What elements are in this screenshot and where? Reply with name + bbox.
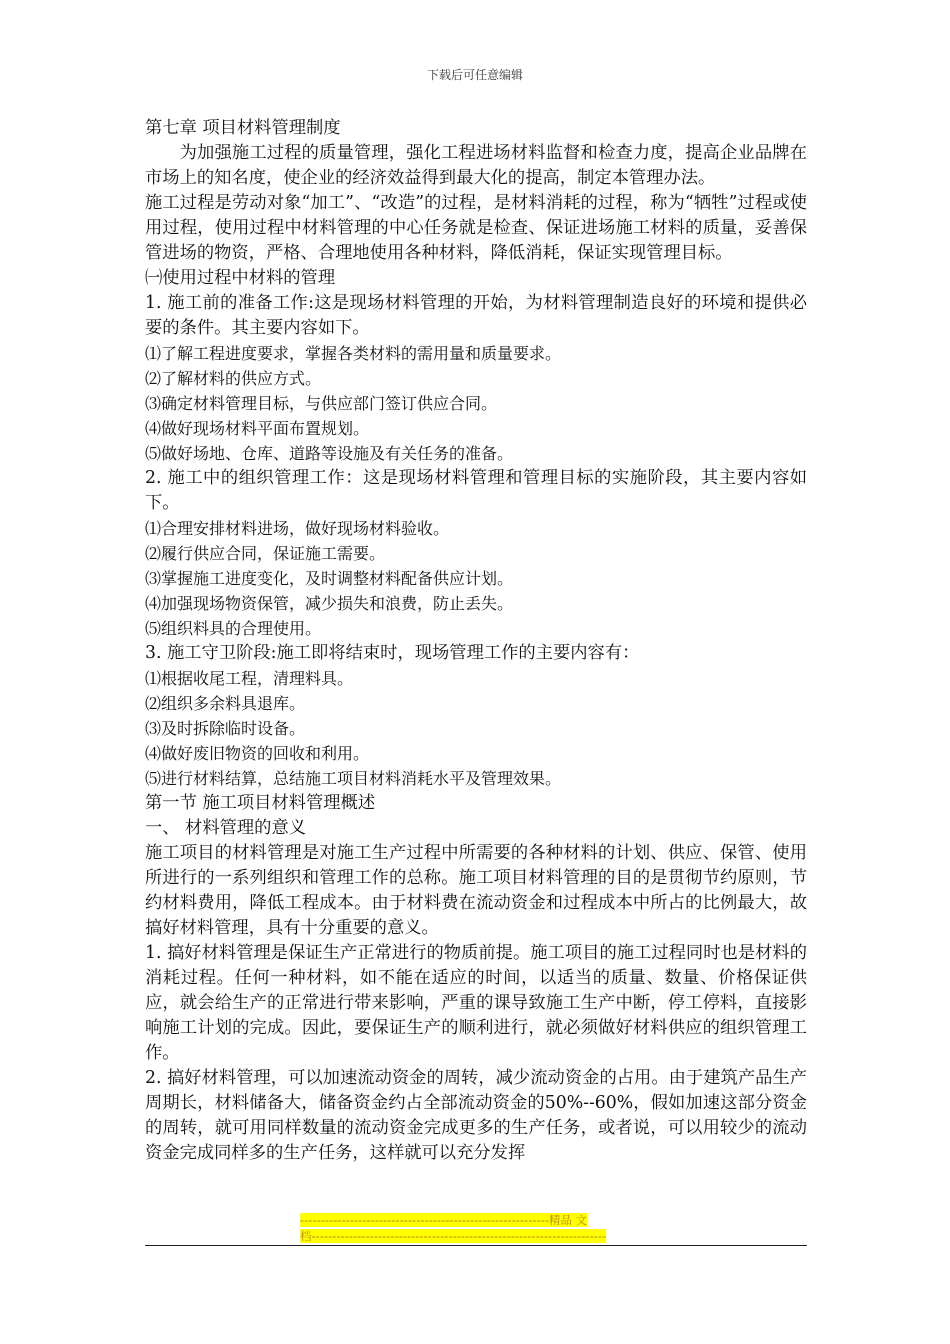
list-item: ⑴了解工程进度要求，掌握各类材料的需用量和质量要求。	[145, 344, 562, 363]
list-item: ⑴根据收尾工程，清理料具。	[145, 669, 354, 688]
paragraph: 施工项目的材料管理是对施工生产过程中所需要的各种材料的计划、供应、保管、使用所进行的一系列组织和管理工作的总称。施工项目材料管理的目的是贯彻节约原则，节约材料费用，降低工程成本。由于材料费在流动资金和过程成本中所占的比例最大，故搞好材料管理，具有十分重要的意义。	[145, 843, 807, 938]
footer-line-2: 档-----------------------------------------------------------------------	[300, 1229, 607, 1243]
list-item: ⑵履行供应合同，保证施工需要。	[145, 544, 386, 563]
list-item: ⑵了解材料的供应方式。	[145, 369, 322, 388]
list-item: ⑸组织料具的合理使用。	[145, 619, 322, 638]
footer-line-1: ------------------------------------------------------------精品 文	[300, 1213, 588, 1227]
section-heading: ㈠使用过程中材料的管理	[145, 268, 336, 288]
paragraph: 2. 搞好材料管理，可以加速流动资金的周转，减少流动资金的占用。由于建筑产品生产周期长，材料储备大，储备资金约占全部流动资金的50%--60%，假如加速这部分资金的周转，就可用同样数量的流动资金完成更多的生产任务，或者说，可以用较少的流动资金完成同样多的生产任务，这样就可以充分发挥	[145, 1068, 807, 1163]
section-title: 第一节 施工项目材料管理概述	[145, 793, 376, 813]
subsection-title: 一、 材料管理的意义	[145, 818, 307, 838]
document-body	[145, 116, 807, 1166]
page-header: 下载后可任意编辑	[426, 68, 523, 82]
list-item: ⑸做好场地、仓库、道路等设施及有关任务的准备。	[145, 444, 514, 463]
list-item: ⑵组织多余料具退库。	[145, 694, 306, 713]
footer-watermark	[300, 1212, 606, 1244]
list-item: ⑴合理安排材料进场，做好现场材料验收。	[145, 519, 450, 538]
list-item: ⑷加强现场物资保管，减少损失和浪费，防止丢失。	[145, 594, 514, 613]
list-item: ⑸进行材料结算，总结施工项目材料消耗水平及管理效果。	[145, 769, 562, 788]
list-item: ⑶掌握施工进度变化，及时调整材料配备供应计划。	[145, 569, 514, 588]
chapter-title: 第七章 项目材料管理制度	[145, 118, 341, 138]
list-item: ⑶确定材料管理目标，与供应部门签订供应合同。	[145, 394, 498, 413]
paragraph: 1. 搞好材料管理是保证生产正常进行的物质前提。施工项目的施工过程同时也是材料的消耗过程。任何一种材料，如不能在适应的时间，以适当的质量、数量、价格保证供应，就会给生产的正常进行带来影响，严重的课导致施工生产中断，停工停料，直接影响施工计划的完成。因此，要保证生产的顺利进行，就必须做好材料供应的组织管理工作。	[145, 943, 807, 1063]
list-item: ⑷做好废旧物资的回收和利用。	[145, 744, 370, 763]
paragraph: 3. 施工守卫阶段:施工即将结束时，现场管理工作的主要内容有：	[145, 643, 640, 663]
list-item: ⑷做好现场材料平面布置规划。	[145, 419, 370, 438]
paragraph: 1. 施工前的准备工作:这是现场材料管理的开始，为材料管理制造良好的环境和提供必要的条件。其主要内容如下。	[145, 293, 807, 338]
footer-divider	[145, 1245, 807, 1246]
list-item: ⑶及时拆除临时设备。	[145, 719, 306, 738]
paragraph: 为加强施工过程的质量管理，强化工程进场材料监督和检查力度，提高企业品牌在市场上的知名度，使企业的经济效益得到最大化的提高，制定本管理办法。	[145, 143, 807, 188]
paragraph: 施工过程是劳动对象“加工”、“改造”的过程，是材料消耗的过程，称为“牺牲”过程或使用过程，使用过程中材料管理的中心任务就是检查、保证进场施工材料的质量，妥善保管进场的物资，严格、合理地使用各种材料，降低消耗，保证实现管理目标。	[145, 193, 807, 263]
paragraph: 2. 施工中的组织管理工作：这是现场材料管理和管理目标的实施阶段，其主要内容如下。	[145, 468, 807, 513]
